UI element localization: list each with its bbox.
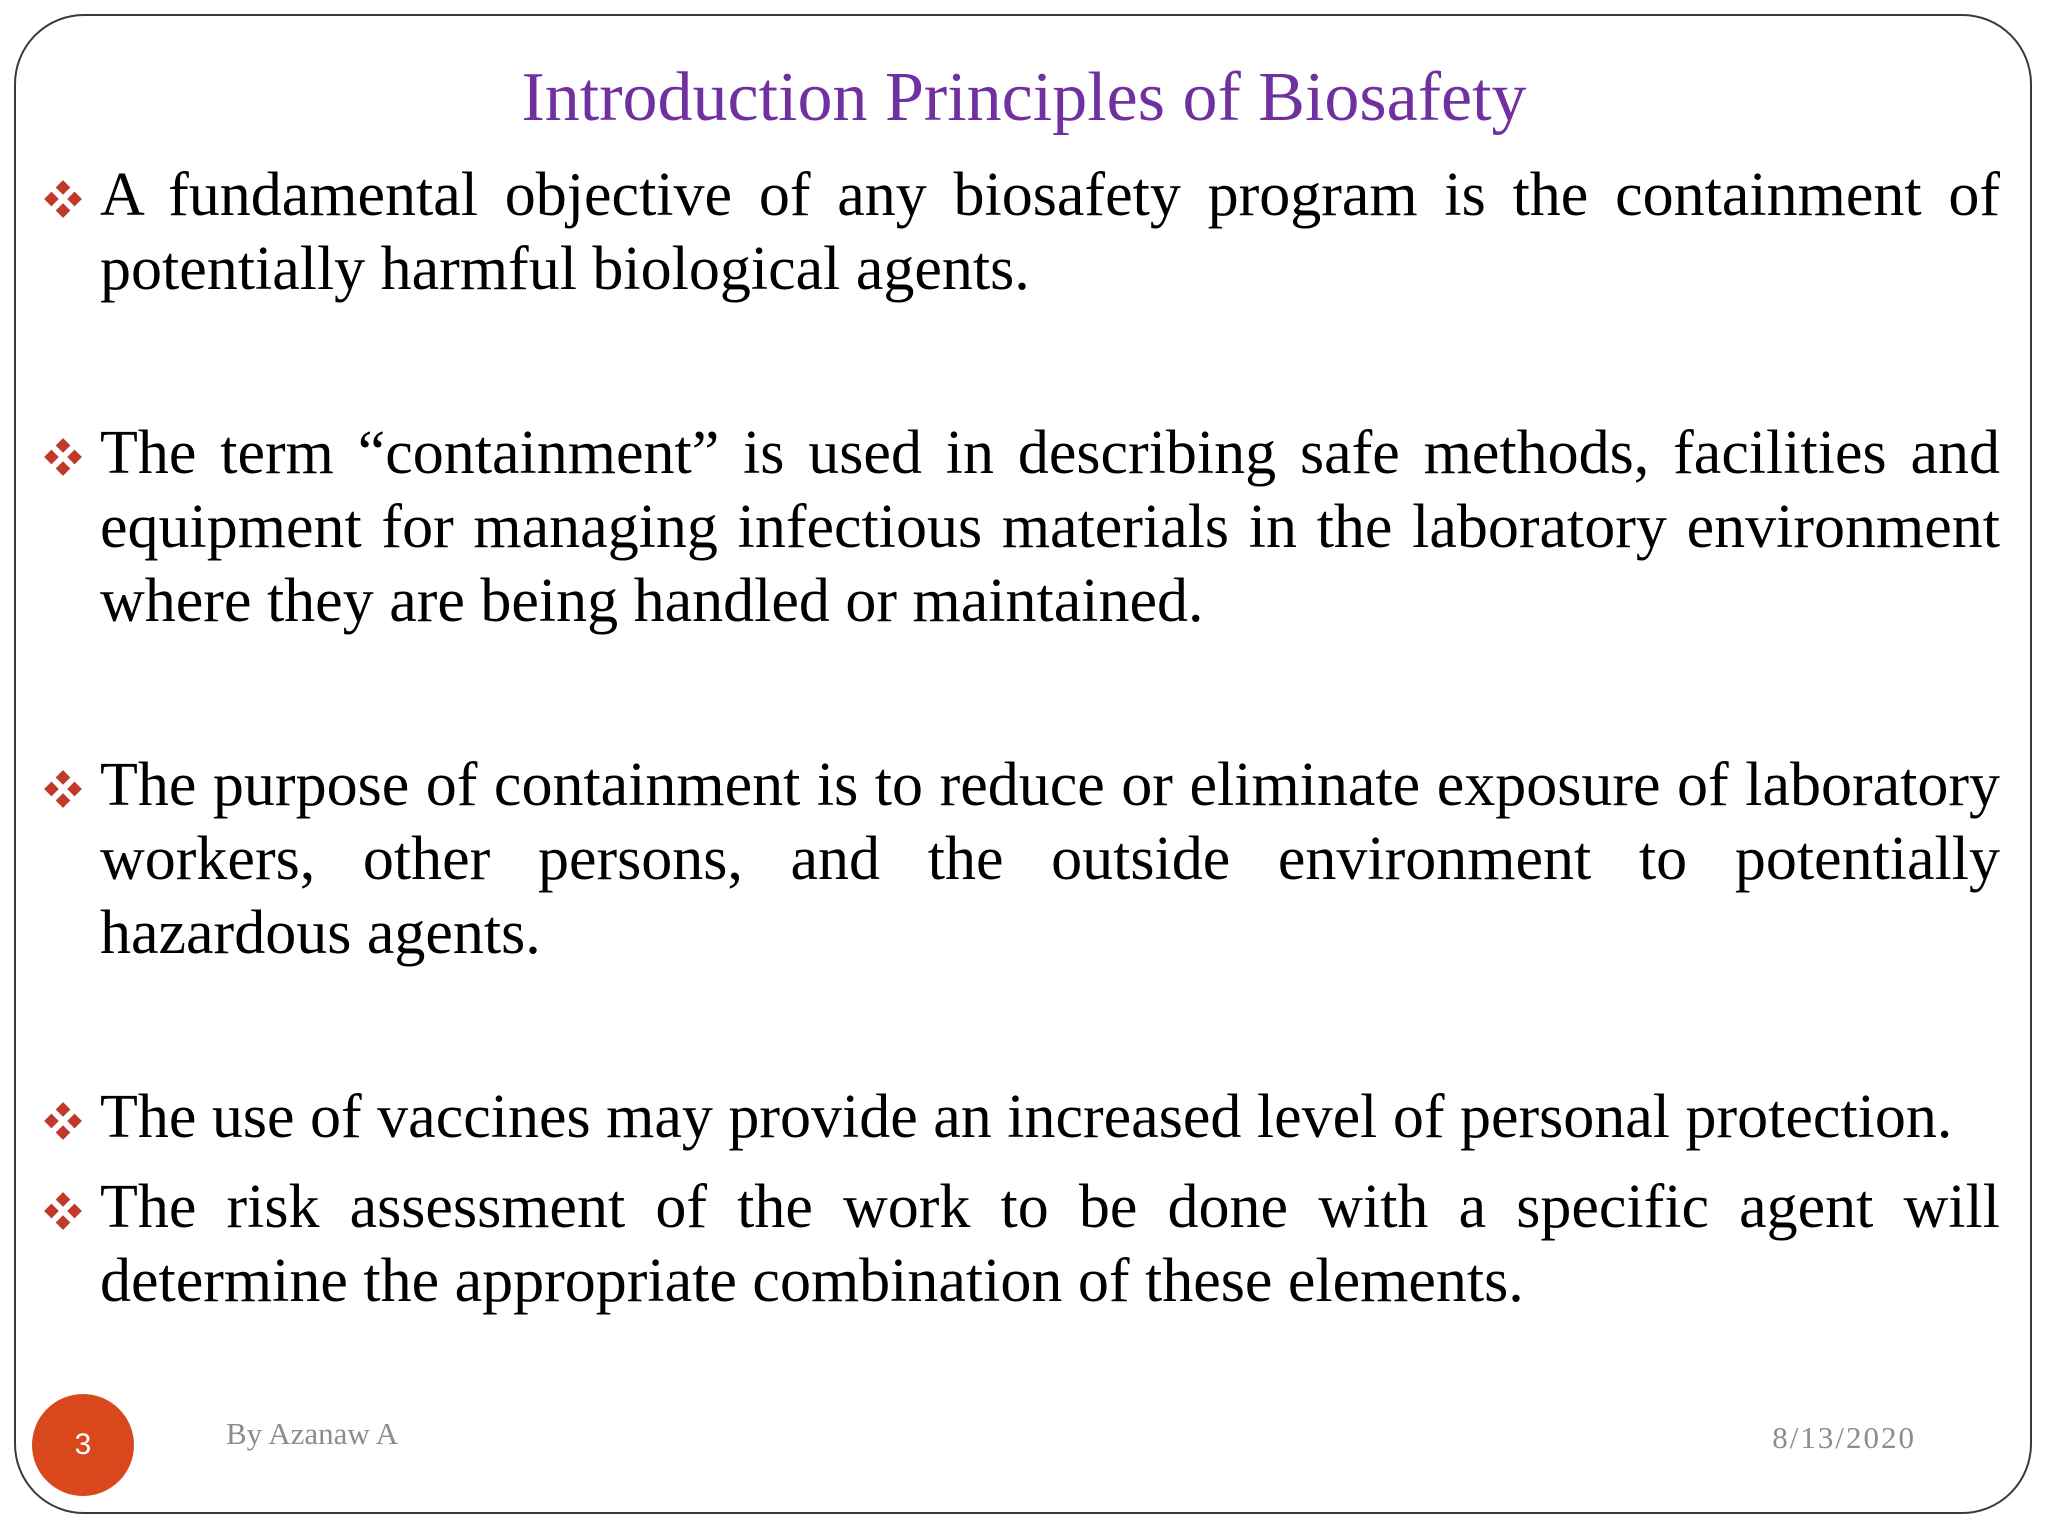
bullet-text: The use of vaccines may provide an increased level of personal protection. <box>100 1083 1953 1151</box>
bullet-text: The purpose of containment is to reduce or eliminate exposure of laboratory workers, other persons, and the outside environment to potentially hazardous agents. <box>100 751 2000 967</box>
bullet-item <box>40 416 2000 638</box>
slide-number-badge: 3 <box>32 1394 134 1496</box>
four-diamond-bullet-icon <box>42 768 84 810</box>
bullet-item <box>40 1170 2000 1318</box>
footer-author: By Azanaw A <box>226 1416 399 1451</box>
slide-title: Introduction Principles of Biosafety <box>521 59 1527 136</box>
four-diamond-bullet-icon <box>42 1190 84 1232</box>
bullet-item <box>40 748 2000 970</box>
bullet-item <box>40 158 2000 306</box>
bullet-text: The term “containment” is used in describing safe methods, facilities and equipment for managing infectious materials in the laboratory environment where they are being handled or maintained. <box>100 419 2000 635</box>
footer-date: 8/13/2020 <box>1772 1420 1916 1455</box>
four-diamond-bullet-icon <box>42 436 84 478</box>
bullet-item <box>40 1080 2000 1154</box>
four-diamond-bullet-icon <box>42 1100 84 1142</box>
bullet-list <box>40 158 2000 1318</box>
bullet-text: The risk assessment of the work to be done with a specific agent will determine the appropriate combination of these elements. <box>100 1173 2000 1315</box>
four-diamond-bullet-icon <box>42 178 84 220</box>
bullet-text: A fundamental objective of any biosafety program is the containment of potentially harmful biological agents. <box>100 161 2000 303</box>
